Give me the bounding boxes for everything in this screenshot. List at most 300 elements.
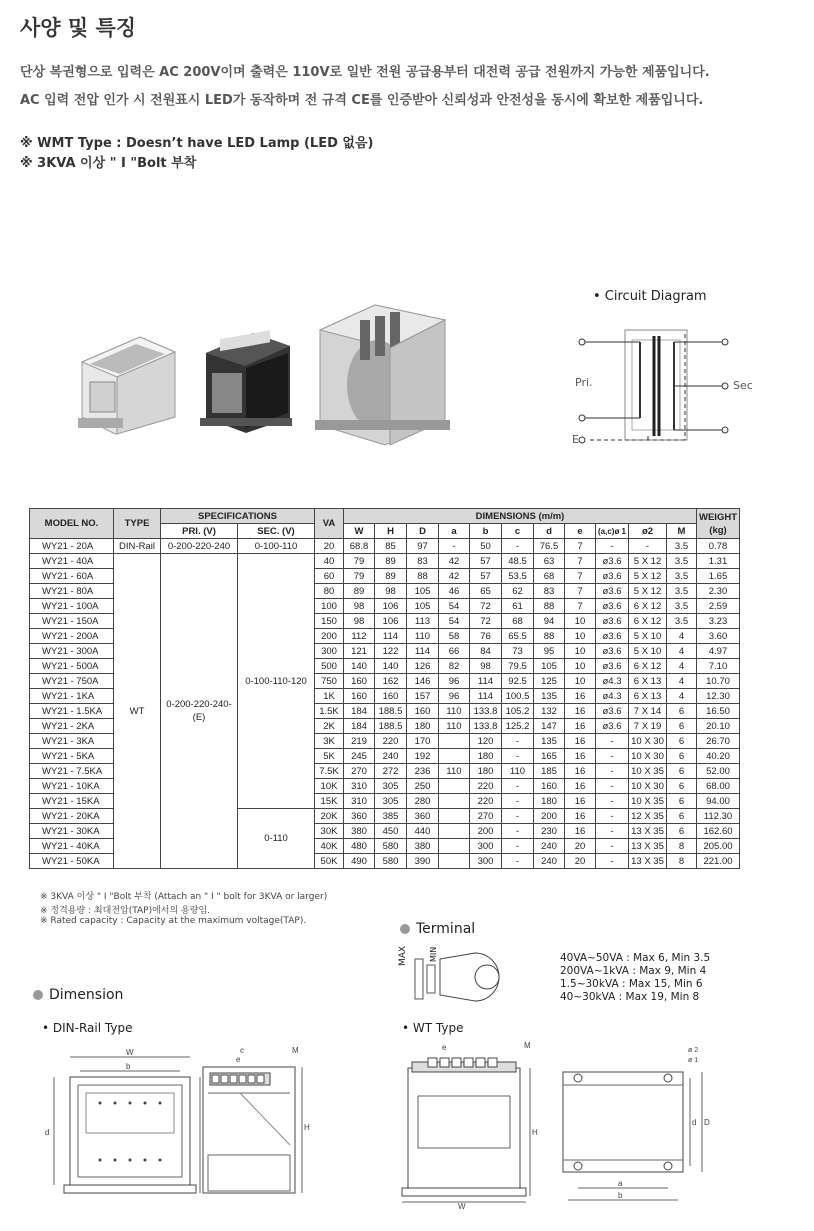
table-cell: 0-200-220-240 [161,539,238,554]
table-cell: 500 [315,659,344,674]
table-cell: 300 [315,644,344,659]
table-cell: 160 [344,689,375,704]
table-cell: 40.20 [697,749,740,764]
th-sec: SEC. (V) [238,524,315,539]
table-cell: 3.5 [667,539,697,554]
table-cell: 3.23 [697,614,740,629]
table-cell: 16 [565,704,596,719]
table-cell: 1K [315,689,344,704]
table-cell: 188.5 [375,704,407,719]
table-cell: 7 X 19 [629,719,667,734]
th-a: a [439,524,470,539]
table-cell: 133.8 [470,704,502,719]
table-cell: 110 [439,704,470,719]
table-cell: 98 [470,659,502,674]
table-cell: 48.5 [502,554,534,569]
circuit-sec-label: Sec [733,379,753,392]
table-cell: 490 [344,854,375,869]
table-cell: 4.97 [697,644,740,659]
table-cell: 100.5 [502,689,534,704]
table-cell: 125 [534,674,565,689]
footnote-1: ※ 3KVA 이상 " I "Bolt 부착 (Attach an " I " bolt for 3KVA or larger) [40,892,328,902]
table-cell: 114 [407,644,439,659]
table-cell: 2.30 [697,584,740,599]
table-cell: 5 X 10 [629,644,667,659]
table-cell [439,839,470,854]
table-cell: ø3.6 [596,569,629,584]
table-cell: 7 [565,584,596,599]
table-cell: WY21 - 20KA [30,809,114,824]
terminal-spec-3: 1.5~30kVA : Max 15, Min 6 [560,978,703,990]
table-cell: 162 [375,674,407,689]
dim-M-label: M [292,1046,299,1055]
table-cell: 10 X 30 [629,734,667,749]
table-cell: - [596,779,629,794]
table-cell: 272 [375,764,407,779]
table-cell: 113 [407,614,439,629]
table-cell: 110 [407,629,439,644]
table-cell: 79 [344,554,375,569]
table-cell: 221.00 [697,854,740,869]
th-w: W [344,524,375,539]
table-cell: 96 [439,689,470,704]
table-cell: 16 [565,809,596,824]
table-cell: 310 [344,794,375,809]
table-cell: 54 [439,599,470,614]
table-cell: 20 [315,539,344,554]
table-cell: 122 [375,644,407,659]
table-cell: 8 [667,839,697,854]
table-cell: WY21 - 2KA [30,719,114,734]
table-cell: 16 [565,779,596,794]
table-cell: 1.5K [315,704,344,719]
wt-drawing [398,1040,718,1210]
table-cell: 300 [470,839,502,854]
table-cell: 73 [502,644,534,659]
th-h: H [375,524,407,539]
table-cell: 98 [344,614,375,629]
table-cell: 42 [439,569,470,584]
table-cell: 165 [534,749,565,764]
table-cell: 180 [470,764,502,779]
table-cell: 10 [565,629,596,644]
table-cell: 82 [439,659,470,674]
table-cell: 170 [407,734,439,749]
table-cell: 7.5K [315,764,344,779]
wt-dim-H-label: H [532,1128,538,1137]
table-cell: 50 [470,539,502,554]
th-phi1: (a,c)ø 1 [596,524,629,539]
table-cell: WY21 - 5KA [30,749,114,764]
table-cell: 112.30 [697,809,740,824]
table-cell: 76.5 [534,539,565,554]
table-cell: - [596,809,629,824]
terminal-spec-4: 40~30kVA : Max 19, Min 8 [560,991,700,1003]
table-cell: 230 [534,824,565,839]
th-va: VA [315,509,344,539]
table-cell: 4 [667,644,697,659]
table-cell: WY21 - 150A [30,614,114,629]
product-photo-wt-small [198,318,298,438]
table-cell: 162.60 [697,824,740,839]
table-cell: 1.31 [697,554,740,569]
table-cell: 63 [534,554,565,569]
table-cell: 57 [470,569,502,584]
table-cell: 3.5 [667,614,697,629]
table-cell: 6 [667,704,697,719]
table-cell: WY21 - 3KA [30,734,114,749]
table-cell: 83 [407,554,439,569]
table-cell: 385 [375,809,407,824]
table-cell: 140 [344,659,375,674]
table-cell: 106 [375,614,407,629]
table-cell: - [596,794,629,809]
table-cell: 6 X 12 [629,659,667,674]
terminal-max-label: MAX [398,945,408,966]
table-cell: 121 [344,644,375,659]
circuit-pri-label: Pri. [575,376,593,389]
table-cell: WY21 - 100A [30,599,114,614]
table-cell: - [596,764,629,779]
table-cell: 60 [315,569,344,584]
table-cell: 4 [667,689,697,704]
table-cell: 6 [667,779,697,794]
table-cell: 135 [534,689,565,704]
table-cell: 1.65 [697,569,740,584]
table-cell: 110 [439,719,470,734]
table-cell: 7 [565,569,596,584]
table-row [30,539,740,554]
table-cell: 52.00 [697,764,740,779]
table-cell: 7 X 14 [629,704,667,719]
table-cell: 6 X 12 [629,599,667,614]
table-cell: 10 X 30 [629,779,667,794]
table-cell: 132 [534,704,565,719]
table-cell: 580 [375,854,407,869]
table-cell: - [502,539,534,554]
table-cell: 0-100-110-120 [238,554,315,809]
table-cell: 68.8 [344,539,375,554]
table-row [30,554,740,569]
table-cell: ø3.6 [596,584,629,599]
table-cell: 126 [407,659,439,674]
intro-line-2: AC 입력 전압 인가 시 전원표시 LED가 동작하며 전 규격 CE를 인증받아 신뢰성과 안전성을 동시에 확보한 제품입니다. [20,93,704,108]
table-cell: 106 [375,599,407,614]
table-cell: 200 [534,809,565,824]
table-cell: 380 [344,824,375,839]
table-cell: 80 [315,584,344,599]
table-cell: WY21 - 300A [30,644,114,659]
th-spec: SPECIFICATIONS [161,509,315,524]
table-cell: 84 [470,644,502,659]
table-cell: 160 [534,779,565,794]
table-cell: 12.30 [697,689,740,704]
table-cell: ø3.6 [596,554,629,569]
table-cell: 10 [565,659,596,674]
table-cell: 360 [344,809,375,824]
table-cell: ø4.3 [596,674,629,689]
table-cell: 160 [375,689,407,704]
table-cell: - [596,839,629,854]
wt-dim-b-label: b [618,1191,623,1200]
table-cell: - [502,854,534,869]
table-cell: 68 [534,569,565,584]
table-cell: ø3.6 [596,644,629,659]
table-cell: 245 [344,749,375,764]
table-cell: 5K [315,749,344,764]
table-cell: 140 [375,659,407,674]
table-cell [439,779,470,794]
table-cell: 6 [667,824,697,839]
table-cell: 105 [534,659,565,674]
dim-H-label: H [304,1123,310,1132]
table-cell: 10 X 35 [629,764,667,779]
bullet-icon [33,990,43,1000]
table-cell: 440 [407,824,439,839]
table-cell: 135 [534,734,565,749]
table-cell: 2K [315,719,344,734]
table-cell: 72 [470,614,502,629]
table-cell: 94.00 [697,794,740,809]
table-cell: WY21 - 50KA [30,854,114,869]
th-pri: PRI. (V) [161,524,238,539]
table-cell: 42 [439,554,470,569]
table-cell: 10 X 35 [629,794,667,809]
table-cell: 7 [565,554,596,569]
table-cell: 83 [534,584,565,599]
table-cell: - [502,824,534,839]
table-cell: 16 [565,719,596,734]
note-wmt: ※ WMT Type : Doesn’t have LED Lamp (LED 없음) [20,136,374,151]
table-cell: 20 [565,839,596,854]
table-cell: 68 [502,614,534,629]
table-cell: 10K [315,779,344,794]
table-cell: 305 [375,794,407,809]
table-cell: 310 [344,779,375,794]
table-cell: WY21 - 15KA [30,794,114,809]
table-cell [439,809,470,824]
wt-dim-d-label: d [692,1118,697,1127]
table-cell: 6 X 13 [629,689,667,704]
table-cell: 6 [667,764,697,779]
table-cell: 4 [667,629,697,644]
table-cell: 110 [439,764,470,779]
table-cell: 120 [470,734,502,749]
table-cell: 3.5 [667,599,697,614]
table-cell: 114 [470,689,502,704]
table-cell: 65 [470,584,502,599]
table-cell: 58 [439,629,470,644]
table-cell: 7 [565,599,596,614]
table-cell: 12 X 35 [629,809,667,824]
table-cell: 750 [315,674,344,689]
table-cell: 88 [534,629,565,644]
table-cell: 72 [470,599,502,614]
note-bolt: ※ 3KVA 이상 " I "Bolt 부착 [20,156,197,171]
table-cell: 3.5 [667,554,697,569]
table-cell: WY21 - 80A [30,584,114,599]
terminal-heading: Terminal [400,921,475,937]
circuit-title: • Circuit Diagram [593,289,707,304]
wt-dim-a-label: a [618,1179,623,1188]
spec-table-body [30,539,740,869]
th-model: MODEL NO. [30,509,114,539]
table-cell: 2.59 [697,599,740,614]
table-cell: - [596,854,629,869]
table-cell: WY21 - 200A [30,629,114,644]
table-cell: 3.60 [697,629,740,644]
table-cell: 219 [344,734,375,749]
table-cell: 16 [565,689,596,704]
table-cell: 5 X 10 [629,629,667,644]
table-cell: 13 X 35 [629,824,667,839]
table-cell: 16.50 [697,704,740,719]
th-phi2: ø2 [629,524,667,539]
table-cell: 180 [534,794,565,809]
dim-d-label: d [45,1128,50,1137]
table-cell: 0-200-220-240-(E) [161,554,238,869]
table-cell: WY21 - 1.5KA [30,704,114,719]
table-cell: 112 [344,629,375,644]
wt-dim-e-label: e [442,1043,447,1052]
dim-c-label: c [240,1046,244,1055]
table-cell: ø3.6 [596,614,629,629]
table-cell: 240 [534,854,565,869]
table-cell: 205.00 [697,839,740,854]
table-cell: 40K [315,839,344,854]
table-cell: WY21 - 20A [30,539,114,554]
table-cell: 98 [375,584,407,599]
table-cell: 54 [439,614,470,629]
table-cell: 4 [667,674,697,689]
table-cell: 6 X 12 [629,614,667,629]
table-cell: 220 [470,794,502,809]
dim-e-label: e [236,1055,241,1064]
table-cell: 300 [470,854,502,869]
table-cell: 6 [667,734,697,749]
th-e: e [565,524,596,539]
th-m: M [667,524,697,539]
table-cell: 105 [407,599,439,614]
table-cell: 380 [407,839,439,854]
table-cell: 46 [439,584,470,599]
table-cell [439,734,470,749]
table-cell: 200 [315,629,344,644]
table-cell: 79 [344,569,375,584]
table-cell: 133.8 [470,719,502,734]
table-cell: 89 [375,554,407,569]
terminal-specs [560,952,710,1004]
table-cell: 125.2 [502,719,534,734]
terminal-min-label: MIN [429,946,438,962]
table-cell: WY21 - 10KA [30,779,114,794]
th-b: b [470,524,502,539]
wt-type-label: • WT Type [402,1021,464,1035]
th-type: TYPE [114,509,161,539]
table-cell: 88 [407,569,439,584]
product-photo-wt-large [315,290,455,450]
table-cell: 6 [667,749,697,764]
table-cell: 6 X 13 [629,674,667,689]
table-cell: 105.2 [502,704,534,719]
table-cell: 3K [315,734,344,749]
dimension-heading: Dimension [33,987,123,1003]
table-cell: 390 [407,854,439,869]
table-cell: - [596,734,629,749]
table-cell: 105 [407,584,439,599]
table-cell: 79.5 [502,659,534,674]
table-cell: 26.70 [697,734,740,749]
table-cell: 146 [407,674,439,689]
table-cell: 10 [565,644,596,659]
table-cell: 16 [565,749,596,764]
table-cell: 0-110 [238,809,315,869]
table-cell: - [596,824,629,839]
product-photo-din [70,322,180,437]
table-cell: ø3.6 [596,659,629,674]
table-cell: 220 [470,779,502,794]
table-cell: 40 [315,554,344,569]
table-cell: 305 [375,779,407,794]
table-cell: 53.5 [502,569,534,584]
table-cell: 16 [565,764,596,779]
table-cell: ø4.3 [596,689,629,704]
table-cell [439,854,470,869]
table-cell: WY21 - 750A [30,674,114,689]
table-cell: 30K [315,824,344,839]
din-rail-drawing [40,1045,310,1205]
terminal-drawing [400,945,550,1005]
table-cell: 6 [667,809,697,824]
table-cell: 6 [667,719,697,734]
table-cell: 20 [565,854,596,869]
table-cell: WT [114,554,161,869]
table-cell: 13 X 35 [629,839,667,854]
dim-b-label: b [126,1062,131,1071]
wt-dim-W-label: W [458,1202,466,1210]
table-cell: 4 [667,659,697,674]
table-cell: 270 [344,764,375,779]
table-cell: 94 [534,614,565,629]
table-cell: 114 [375,629,407,644]
table-cell [439,749,470,764]
table-cell: 180 [407,719,439,734]
table-cell: 0-100-110 [238,539,315,554]
table-cell: 157 [407,689,439,704]
table-cell: - [502,749,534,764]
table-cell: ø3.6 [596,704,629,719]
table-cell: 89 [344,584,375,599]
th-c: c [502,524,534,539]
table-cell: 184 [344,719,375,734]
table-cell: 3.5 [667,584,697,599]
wt-dim-phi2-label: ø 2 [688,1047,699,1054]
table-cell: 89 [375,569,407,584]
table-cell: - [502,809,534,824]
wt-dim-M-label: M [524,1041,531,1050]
table-cell: 95 [534,644,565,659]
table-cell: 280 [407,794,439,809]
table-cell: 5 X 12 [629,569,667,584]
table-cell [439,794,470,809]
table-cell: 98 [344,599,375,614]
table-cell: 180 [470,749,502,764]
intro-line-1: 단상 복권형으로 입력은 AC 200V이며 출력은 110V로 일반 전원 공급용부터 대전력 공급 전원까지 가능한 제품입니다. [20,65,710,80]
th-dims: DIMENSIONS (m/m) [344,509,697,524]
table-cell: 65.5 [502,629,534,644]
table-cell: 10 [565,614,596,629]
footnote-3: ※ Rated capacity : Capacity at the maximum voltage(TAP). [40,916,307,926]
